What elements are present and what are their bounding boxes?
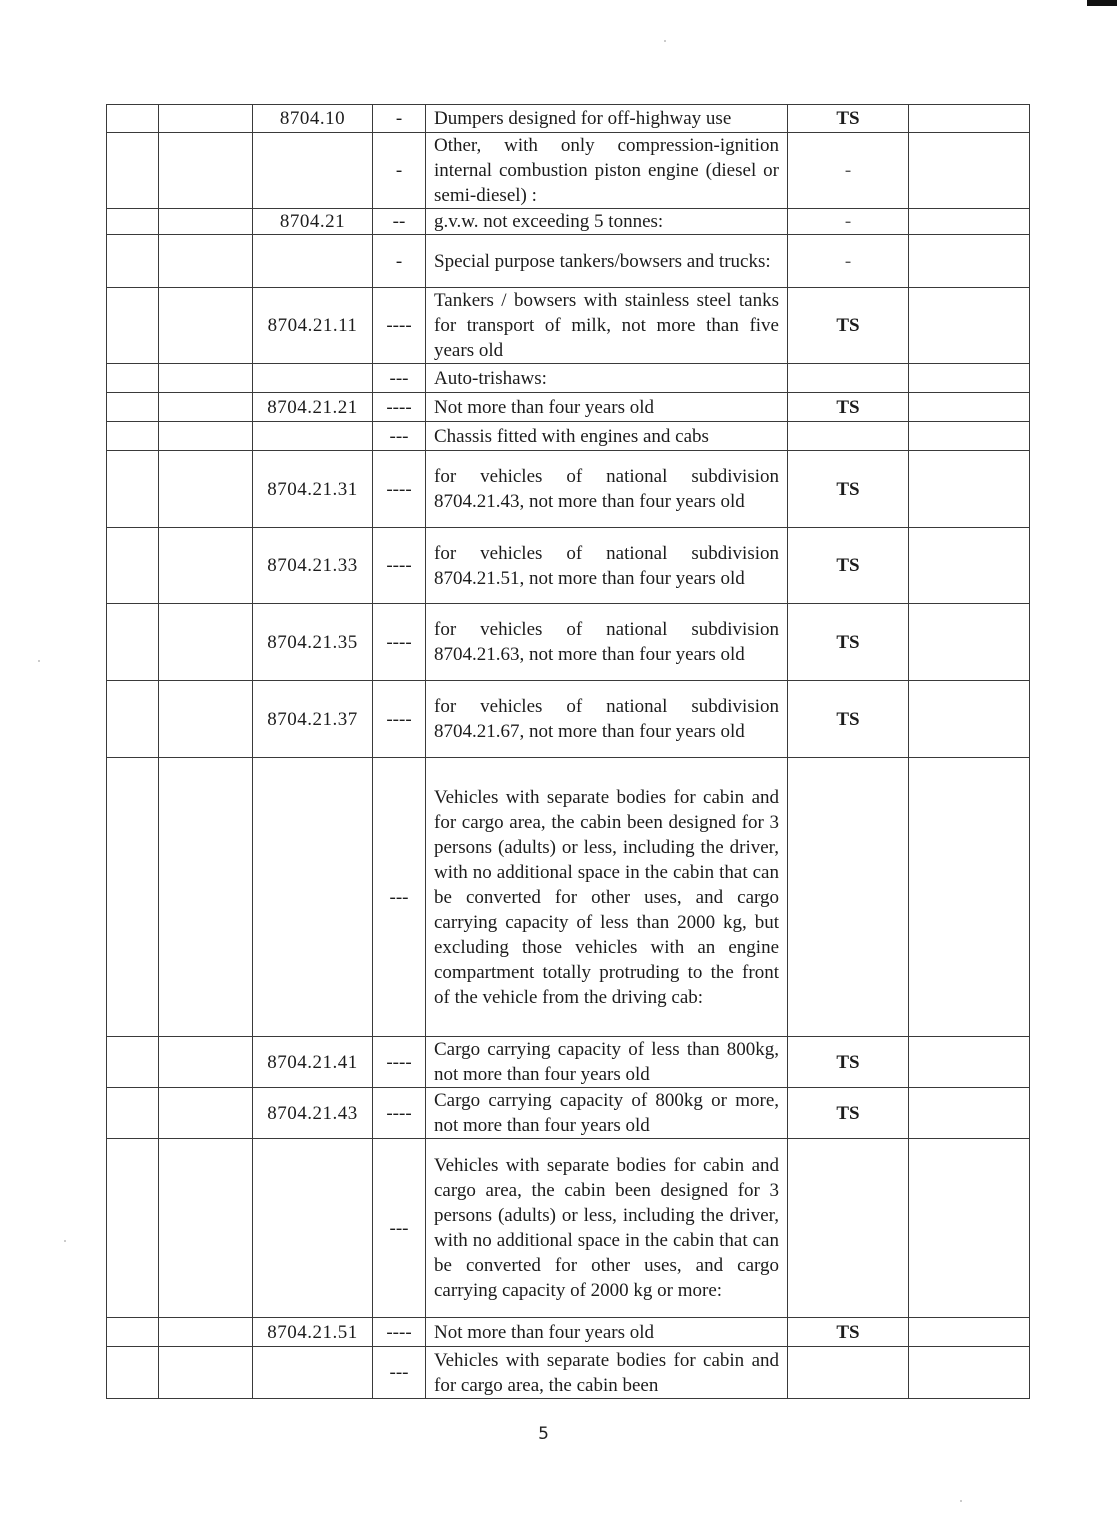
tariff-code-cell <box>253 235 373 288</box>
blank-cell-3 <box>909 209 1030 235</box>
tariff-code-cell: 8704.21.11 <box>253 288 373 364</box>
description-cell: g.v.w. not exceeding 5 tonnes: <box>426 209 788 235</box>
blank-cell-3 <box>909 604 1030 681</box>
blank-cell-1 <box>107 1139 159 1318</box>
tax-status-cell: - <box>788 209 909 235</box>
tariff-code-cell <box>253 133 373 209</box>
blank-cell-3 <box>909 393 1030 422</box>
tariff-code-cell <box>253 1347 373 1399</box>
level-dash-cell: ---- <box>373 528 426 604</box>
scan-speck <box>664 40 666 42</box>
tax-status-cell: TS <box>788 1088 909 1139</box>
description-cell: Not more than four years old <box>426 1318 788 1347</box>
tax-status-cell <box>788 422 909 451</box>
table-row <box>107 451 1030 528</box>
tax-status-cell: TS <box>788 604 909 681</box>
blank-cell-1 <box>107 235 159 288</box>
blank-cell-1 <box>107 758 159 1037</box>
blank-cell-2 <box>159 604 253 681</box>
table-row <box>107 758 1030 1037</box>
tariff-code-cell <box>253 1139 373 1318</box>
level-dash-cell: - <box>373 105 426 133</box>
blank-cell-3 <box>909 758 1030 1037</box>
table-row <box>107 235 1030 288</box>
table-row <box>107 209 1030 235</box>
blank-cell-2 <box>159 451 253 528</box>
table-row <box>107 1347 1030 1399</box>
blank-cell-1 <box>107 105 159 133</box>
tax-status-cell: - <box>788 133 909 209</box>
tariff-code-cell <box>253 364 373 393</box>
blank-cell-3 <box>909 681 1030 758</box>
level-dash-cell: -- <box>373 209 426 235</box>
blank-cell-2 <box>159 422 253 451</box>
tax-status-cell <box>788 1139 909 1318</box>
blank-cell-3 <box>909 1139 1030 1318</box>
description-cell: for vehicles of national subdivision 8704.21.63, not more than four years old <box>426 604 788 681</box>
tax-status-cell <box>788 1347 909 1399</box>
blank-cell-2 <box>159 528 253 604</box>
tariff-code-cell: 8704.21.41 <box>253 1037 373 1088</box>
blank-cell-3 <box>909 422 1030 451</box>
table-row <box>107 288 1030 364</box>
blank-cell-2 <box>159 1347 253 1399</box>
tax-status-cell: TS <box>788 681 909 758</box>
tariff-code-cell: 8704.21.33 <box>253 528 373 604</box>
blank-cell-1 <box>107 133 159 209</box>
blank-cell-1 <box>107 1347 159 1399</box>
tariff-code-cell: 8704.21.37 <box>253 681 373 758</box>
tax-status-cell: TS <box>788 105 909 133</box>
table-row <box>107 528 1030 604</box>
description-cell: Dumpers designed for off-highway use <box>426 105 788 133</box>
blank-cell-1 <box>107 451 159 528</box>
blank-cell-1 <box>107 1318 159 1347</box>
description-cell: Special purpose tankers/bowsers and trucks: <box>426 235 788 288</box>
blank-cell-2 <box>159 1037 253 1088</box>
description-cell: Cargo carrying capacity of less than 800kg, not more than four years old <box>426 1037 788 1088</box>
description-cell: Vehicles with separate bodies for cabin and for cargo area, the cabin been designed for 3 persons (adults) or less, including the driver, with no additional space in the cabin that can be converted for other uses, and cargo carrying capacity of less than 2000 kg, but excluding those vehicles with an engine compartment totally protruding to the front of the vehicle from the driving cab: <box>426 758 788 1037</box>
blank-cell-2 <box>159 235 253 288</box>
blank-cell-3 <box>909 1347 1030 1399</box>
blank-cell-3 <box>909 1088 1030 1139</box>
blank-cell-1 <box>107 209 159 235</box>
description-cell: Cargo carrying capacity of 800kg or more, not more than four years old <box>426 1088 788 1139</box>
tax-status-cell: TS <box>788 528 909 604</box>
blank-cell-1 <box>107 1037 159 1088</box>
table-row <box>107 422 1030 451</box>
tariff-code-cell <box>253 422 373 451</box>
tariff-code-cell: 8704.21.51 <box>253 1318 373 1347</box>
scan-speck <box>64 1240 66 1242</box>
table-row <box>107 133 1030 209</box>
blank-cell-1 <box>107 422 159 451</box>
blank-cell-2 <box>159 209 253 235</box>
tariff-code-cell <box>253 758 373 1037</box>
tax-status-cell <box>788 364 909 393</box>
tax-status-cell: TS <box>788 393 909 422</box>
blank-cell-1 <box>107 1088 159 1139</box>
scan-speck <box>38 660 40 662</box>
table-row <box>107 1318 1030 1347</box>
table-row <box>107 681 1030 758</box>
blank-cell-3 <box>909 451 1030 528</box>
description-cell: Other, with only compression-ignition internal combustion piston engine (diesel or semi-diesel) : <box>426 133 788 209</box>
blank-cell-1 <box>107 364 159 393</box>
blank-cell-2 <box>159 758 253 1037</box>
tax-status-cell: - <box>788 235 909 288</box>
blank-cell-1 <box>107 393 159 422</box>
scan-corner-mark <box>1087 0 1117 6</box>
blank-cell-1 <box>107 604 159 681</box>
blank-cell-2 <box>159 1088 253 1139</box>
level-dash-cell: --- <box>373 758 426 1037</box>
level-dash-cell: ---- <box>373 604 426 681</box>
tariff-code-cell: 8704.21.35 <box>253 604 373 681</box>
blank-cell-2 <box>159 681 253 758</box>
description-cell: Vehicles with separate bodies for cabin and for cargo area, the cabin been <box>426 1347 788 1399</box>
blank-cell-3 <box>909 288 1030 364</box>
level-dash-cell: - <box>373 235 426 288</box>
blank-cell-3 <box>909 364 1030 393</box>
blank-cell-3 <box>909 105 1030 133</box>
blank-cell-2 <box>159 393 253 422</box>
level-dash-cell: ---- <box>373 393 426 422</box>
tariff-code-cell: 8704.21.31 <box>253 451 373 528</box>
tariff-code-cell: 8704.10 <box>253 105 373 133</box>
level-dash-cell: --- <box>373 422 426 451</box>
tax-status-cell: TS <box>788 1318 909 1347</box>
description-cell: for vehicles of national subdivision 8704.21.43, not more than four years old <box>426 451 788 528</box>
description-cell: Auto-trishaws: <box>426 364 788 393</box>
tax-status-cell: TS <box>788 288 909 364</box>
tariff-table <box>106 104 1030 1399</box>
description-cell: Chassis fitted with engines and cabs <box>426 422 788 451</box>
level-dash-cell: ---- <box>373 288 426 364</box>
blank-cell-2 <box>159 1139 253 1318</box>
description-cell: Not more than four years old <box>426 393 788 422</box>
tax-status-cell: TS <box>788 451 909 528</box>
tax-status-cell <box>788 758 909 1037</box>
level-dash-cell: ---- <box>373 451 426 528</box>
blank-cell-3 <box>909 528 1030 604</box>
level-dash-cell: --- <box>373 1347 426 1399</box>
table-row <box>107 1139 1030 1318</box>
scan-speck <box>960 1500 962 1502</box>
blank-cell-1 <box>107 288 159 364</box>
blank-cell-1 <box>107 528 159 604</box>
blank-cell-3 <box>909 133 1030 209</box>
blank-cell-2 <box>159 1318 253 1347</box>
table-row <box>107 1088 1030 1139</box>
blank-cell-2 <box>159 133 253 209</box>
tax-status-cell: TS <box>788 1037 909 1088</box>
level-dash-cell: - <box>373 133 426 209</box>
level-dash-cell: --- <box>373 1139 426 1318</box>
level-dash-cell: ---- <box>373 1318 426 1347</box>
description-cell: Vehicles with separate bodies for cabin and cargo area, the cabin been designed for 3 persons (adults) or less, including the driver, with no additional space in the cabin that can be converted for other uses, and cargo carrying capacity of 2000 kg or more: <box>426 1139 788 1318</box>
blank-cell-2 <box>159 288 253 364</box>
table-row <box>107 393 1030 422</box>
tariff-code-cell: 8704.21 <box>253 209 373 235</box>
description-cell: for vehicles of national subdivision 8704.21.67, not more than four years old <box>426 681 788 758</box>
description-cell: Tankers / bowsers with stainless steel tanks for transport of milk, not more than five years old <box>426 288 788 364</box>
blank-cell-1 <box>107 681 159 758</box>
page-number: 5 <box>538 1424 549 1444</box>
tariff-code-cell: 8704.21.21 <box>253 393 373 422</box>
blank-cell-3 <box>909 235 1030 288</box>
tariff-code-cell: 8704.21.43 <box>253 1088 373 1139</box>
blank-cell-2 <box>159 105 253 133</box>
blank-cell-3 <box>909 1037 1030 1088</box>
level-dash-cell: ---- <box>373 1037 426 1088</box>
description-cell: for vehicles of national subdivision 8704.21.51, not more than four years old <box>426 528 788 604</box>
table-row <box>107 604 1030 681</box>
table-row <box>107 105 1030 133</box>
table-row <box>107 364 1030 393</box>
level-dash-cell: ---- <box>373 681 426 758</box>
blank-cell-2 <box>159 364 253 393</box>
level-dash-cell: ---- <box>373 1088 426 1139</box>
level-dash-cell: --- <box>373 364 426 393</box>
blank-cell-3 <box>909 1318 1030 1347</box>
table-row <box>107 1037 1030 1088</box>
